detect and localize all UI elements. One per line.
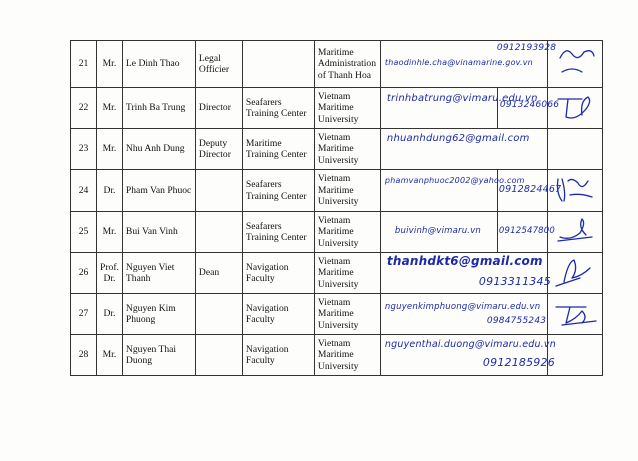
honorific: Mr. (97, 88, 123, 129)
signature-mark (552, 297, 598, 331)
department: Navigation Faculty (242, 294, 314, 335)
attendance-table (70, 40, 603, 376)
honorific: Mr. (97, 335, 123, 376)
table-row (71, 294, 603, 335)
handwritten-phone-cell (497, 170, 562, 212)
position (195, 212, 242, 253)
row-number: 23 (71, 129, 97, 170)
signature-mark (552, 44, 598, 82)
organization: Vietnam Maritime University (314, 253, 380, 294)
handwritten-phone: 0912824467 (498, 184, 562, 195)
department (242, 41, 314, 88)
signature-cell (547, 294, 602, 335)
handwritten-phone: 0912193928 (496, 43, 557, 53)
organization: Vietnam Maritime University (314, 129, 380, 170)
department: Navigation Faculty (242, 335, 314, 376)
signature-cell (547, 129, 602, 170)
person-name: Nguyen Thai Duong (122, 335, 195, 376)
honorific: Mr. (97, 212, 123, 253)
handwritten-email: trinhbatrung@vimaru.edu.vn (386, 93, 538, 104)
department: Seafarers Training Center (242, 212, 314, 253)
signature-cell (547, 253, 602, 294)
person-name: Le Dinh Thao (122, 41, 195, 88)
person-name: Trinh Ba Trung (122, 88, 195, 129)
position: Dean (195, 253, 242, 294)
organization: Vietnam Maritime University (314, 88, 380, 129)
handwritten-phone: 0913246066 (499, 100, 560, 110)
row-number: 28 (71, 335, 97, 376)
table-row (71, 212, 603, 253)
handwritten-email: thanhdkt6@gmail.com (386, 254, 543, 268)
row-number: 22 (71, 88, 97, 129)
honorific: Prof. Dr. (97, 253, 123, 294)
signature-cell (547, 170, 602, 212)
handwritten-phone: 0912185926 (482, 356, 555, 369)
position: Director (195, 88, 242, 129)
handwritten-contact (380, 129, 547, 170)
honorific: Dr. (97, 294, 123, 335)
honorific: Dr. (97, 170, 123, 212)
organization: Vietnam Maritime University (314, 294, 380, 335)
row-number: 26 (71, 253, 97, 294)
position: Deputy Director (195, 129, 242, 170)
person-name: Bui Van Vinh (122, 212, 195, 253)
signature-cell (547, 335, 602, 376)
department: Maritime Training Center (242, 129, 314, 170)
signature-mark (552, 215, 598, 249)
handwritten-email: nhuanhdung62@gmail.com (386, 133, 530, 144)
position: Legal Officier (195, 41, 242, 88)
row-number: 24 (71, 170, 97, 212)
handwritten-email: nguyenkimphuong@vimaru.edu.vn (384, 302, 541, 312)
row-number: 27 (71, 294, 97, 335)
handwritten-phone: 0912547800 (498, 226, 556, 236)
position (195, 335, 242, 376)
department: Seafarers Training Center (242, 88, 314, 129)
handwritten-phone: 0984755243 (486, 316, 547, 326)
position (195, 294, 242, 335)
organization: Vietnam Maritime University (314, 335, 380, 376)
signature-cell (547, 88, 602, 129)
department: Navigation Faculty (242, 253, 314, 294)
table-row (71, 129, 603, 170)
handwritten-contact (380, 253, 551, 294)
handwritten-contact (380, 335, 556, 376)
table-row (71, 170, 603, 212)
organization: Vietnam Maritime University (314, 212, 380, 253)
handwritten-phone-cell (497, 88, 560, 129)
handwritten-email: buivinh@vimaru.vn (394, 226, 482, 236)
position (195, 170, 242, 212)
handwritten-phone-cell (497, 212, 556, 253)
person-name: Nguyen Viet Thanh (122, 253, 195, 294)
handwritten-phone: 0913311345 (478, 275, 551, 288)
handwritten-contact (380, 170, 525, 212)
signature-mark (552, 91, 598, 125)
department: Seafarers Training Center (242, 170, 314, 212)
person-name: Nguyen Kim Phuong (122, 294, 195, 335)
table-row (71, 41, 603, 88)
person-name: Pham Van Phuoc (122, 170, 195, 212)
table-row (71, 88, 603, 129)
row-number: 25 (71, 212, 97, 253)
organization: Maritime Administration of Thanh Hoa (314, 41, 380, 88)
honorific: Mr. (97, 41, 123, 88)
handwritten-contact (380, 294, 547, 335)
person-name: Nhu Anh Dung (122, 129, 195, 170)
handwritten-email: nguyenthai.duong@vimaru.edu.vn (384, 339, 556, 350)
signature-cell (547, 212, 602, 253)
row-number: 21 (71, 41, 97, 88)
signature-cell (547, 41, 602, 88)
signature-mark (552, 256, 598, 290)
honorific: Mr. (97, 129, 123, 170)
signature-mark (552, 173, 598, 209)
table-row (71, 335, 603, 376)
handwritten-contact (380, 212, 497, 253)
organization: Vietnam Maritime University (314, 170, 380, 212)
table-row (71, 253, 603, 294)
handwritten-email: phamvanphuoc2002@yahoo.com (384, 176, 525, 185)
handwritten-contact (380, 41, 557, 88)
handwritten-email: thaodinhle.cha@vinamarine.gov.vn (384, 58, 533, 67)
